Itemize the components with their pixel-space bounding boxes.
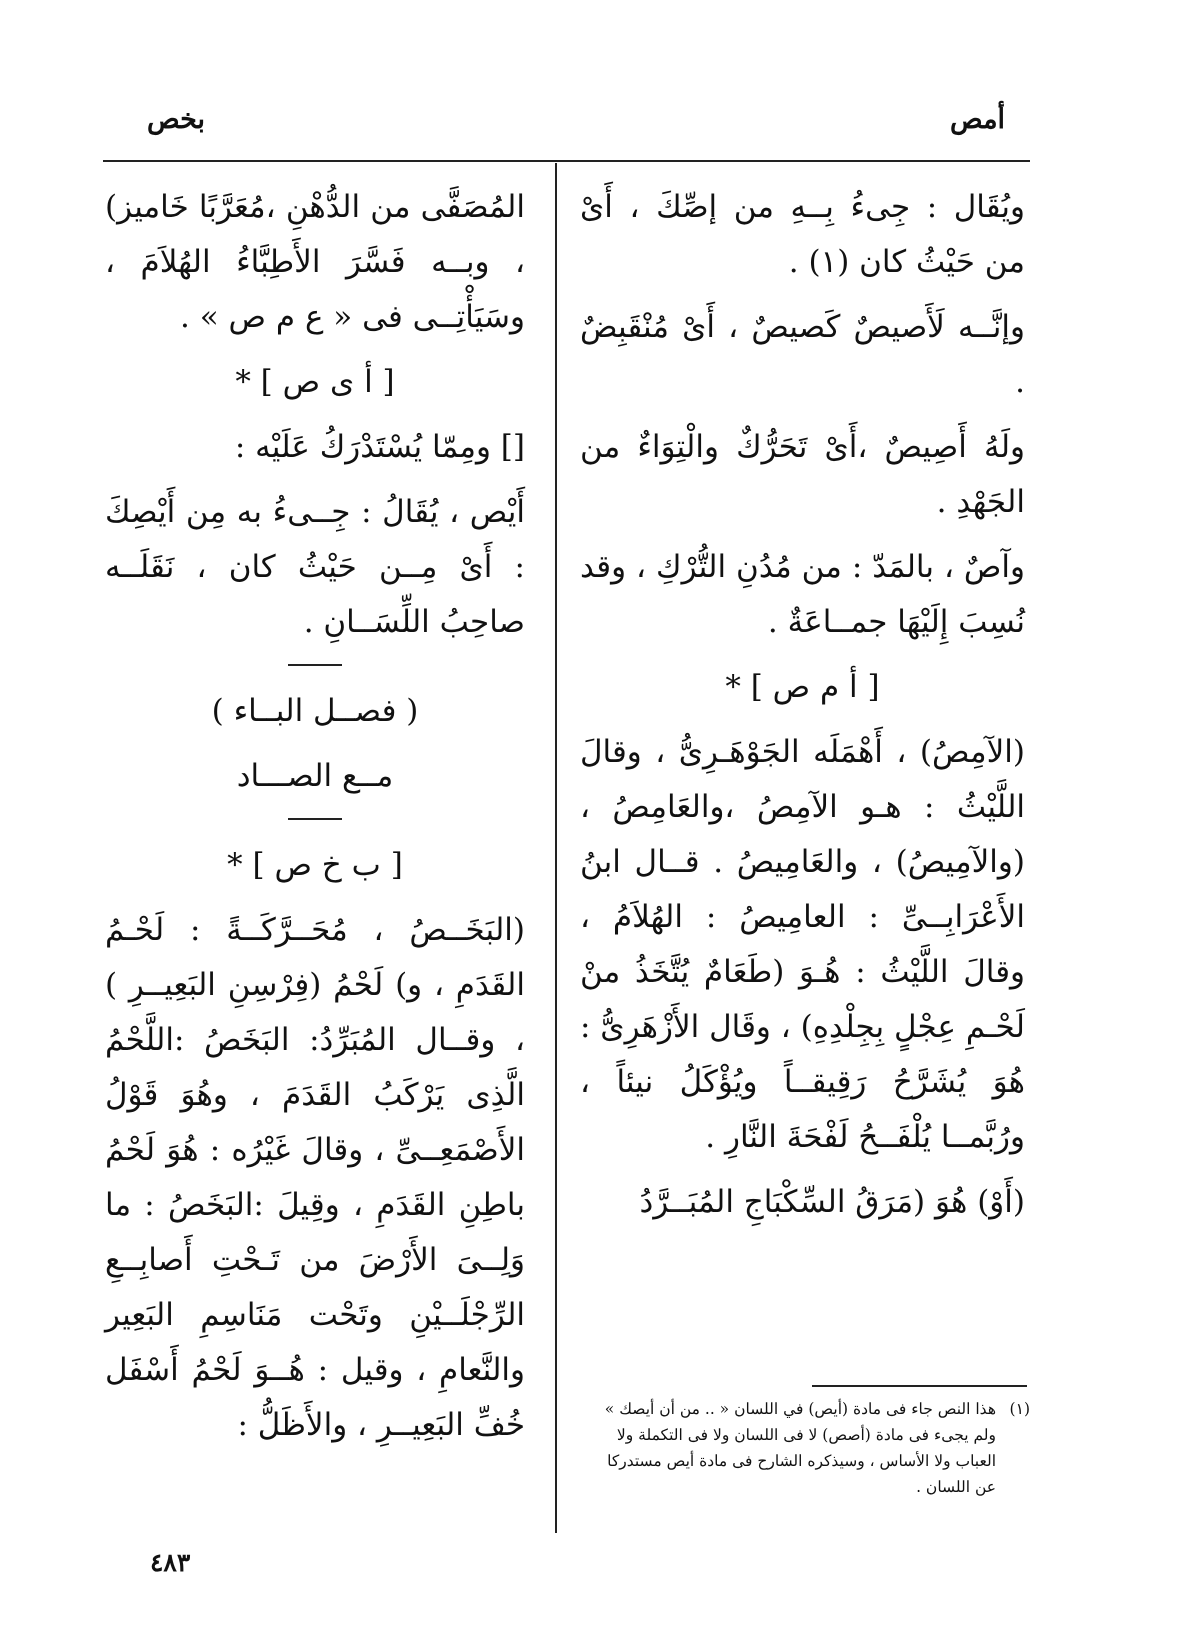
header-rule [103, 160, 1030, 162]
running-headword-left: بخص [147, 104, 206, 135]
entry-paragraph: ولَهُ أَصِيصٌ ،أَىْ تَحَرُّكٌ والْتِوَاءٌ من الجَهْدِ . [580, 429, 1025, 520]
right-column [580, 180, 1025, 1240]
page-number: ٤٨٣ [150, 1548, 191, 1577]
column-divider [555, 163, 557, 1533]
entry-paragraph: المُصَفَّى من الدُّهْنِ ،مُعَرَّبًا خَاميز) ، وبــه فَسَّرَ الأَطِبَّاءُ الهُلاَمَ ، وسَيَأْتِــى فى « ع م ص » . [105, 189, 525, 335]
entry-heading: [ أ ى ص ] * [235, 364, 395, 400]
footnote-rule [812, 1385, 1027, 1387]
entry-paragraph: ويُقَال : جِىءُ بِــهِ من إصِّكَ ، أَىْ من حَيْثُ كان (١) . [580, 189, 1025, 280]
entry-paragraph: أَيْص ، يُقَالُ : جِــىءُ به مِن أَيْصِكَ : أَىْ مِــن حَيْثُ كان ، نَقَلَــه صاحِبُ اللِّسَــانِ . [105, 494, 525, 640]
footnote-marker: (١) [1009, 1400, 1030, 1418]
footnote-text: هذا النص جاء فى مادة (أيص) في اللسان « .. من أن أيصك » ولم يجىء فى مادة (أصص) لا فى اللسان ولا فى التكملة ولا العباب ولا الأساس ، وسيذكره الشارح فى مادة أيص مستدركا عن اللسان . [604, 1400, 996, 1496]
entry-heading: [ ب خ ص ] * [227, 847, 403, 883]
section-separator [288, 664, 342, 666]
entry-paragraph: (أَوْ) هُوَ (مَرَقُ السِّكْبَاجِ المُبَــرَّدُ [639, 1184, 1025, 1220]
left-column [105, 180, 525, 1463]
section-separator [288, 818, 342, 820]
section-title: ( فصــل البــاء ) [211, 693, 419, 729]
entry-paragraph: (الآمِصُ) ، أَهْمَلَه الجَوْهَـرِىُّ ، وقالَ اللَّيْثُ : هـو الآمِصُ ،والعَامِصُ ، (والآمِيصُ) ، والعَامِيصُ . قــال ابنُ الأَعْرَابِــىِّ : العامِيصُ : الهُلاَمُ ، وقالَ اللَّيْثُ : هُـوَ (طَعَامٌ يُتَّخَذُ منْ لَحْـمِ عِجْلٍ بِجِلْدِهِ) ، وقَال الأَزْهَرِىُّ : هُوَ يُشَرَّحُ رَقِيقــاً ويُؤْكَلُ نيئاً ، ورُبَّمــا يُلْفَــحُ لَفْحَةَ النَّارِ . [580, 734, 1025, 1155]
entry-paragraph: (البَخَــصُ ، مُحَــرَّكَــةً : لَحْـمُ القَدَمِ ، و) لَحْمُ (فِرْسِنِ البَعِيــرِ ) ، وقــال المُبَرِّدُ: البَخَصُ :اللَّحْمُ الَّذِى يَرْكَبُ القَدَمَ ، وهُوَ قَوْلُ الأَصْمَعِــىِّ ، وقالَ غَيْرُه : هُوَ لَحْمُ باطِنِ القَدَمِ ، وقِيلَ :البَخَصُ : ما وَلِــىَ الأَرْضَ من تَـحْتِ أَصابِــعِ الرِّجْلَــيْنِ وتَحْت مَنَاسِمِ البَعِير والنَّعامِ ، وقيل : هُــوَ لَحْمُ أَسْفَل خُفِّ البَعِيــرِ ، والأَظَلُّ : [105, 912, 525, 1443]
footnote [585, 1396, 1030, 1500]
entry-paragraph: [] ومِمّا يُسْتَدْرَكُ عَلَيْه : [234, 429, 525, 465]
section-subtitle: مــع الصـــاد [236, 758, 394, 794]
entry-paragraph: وآصٌ ، بالمَدّ : من مُدُنِ التُّرْكِ ، وقد نُسِبَ إِلَيْهَا جمــاعَةٌ . [580, 549, 1025, 640]
entry-heading: [ أ م ص ] * [725, 669, 880, 705]
entry-paragraph: وإنَّــه لَأَصيصٌ كَصيصٌ ، أَىْ مُنْقَبِضٌ . [580, 309, 1025, 400]
running-headword-right: أمص [950, 104, 1006, 135]
